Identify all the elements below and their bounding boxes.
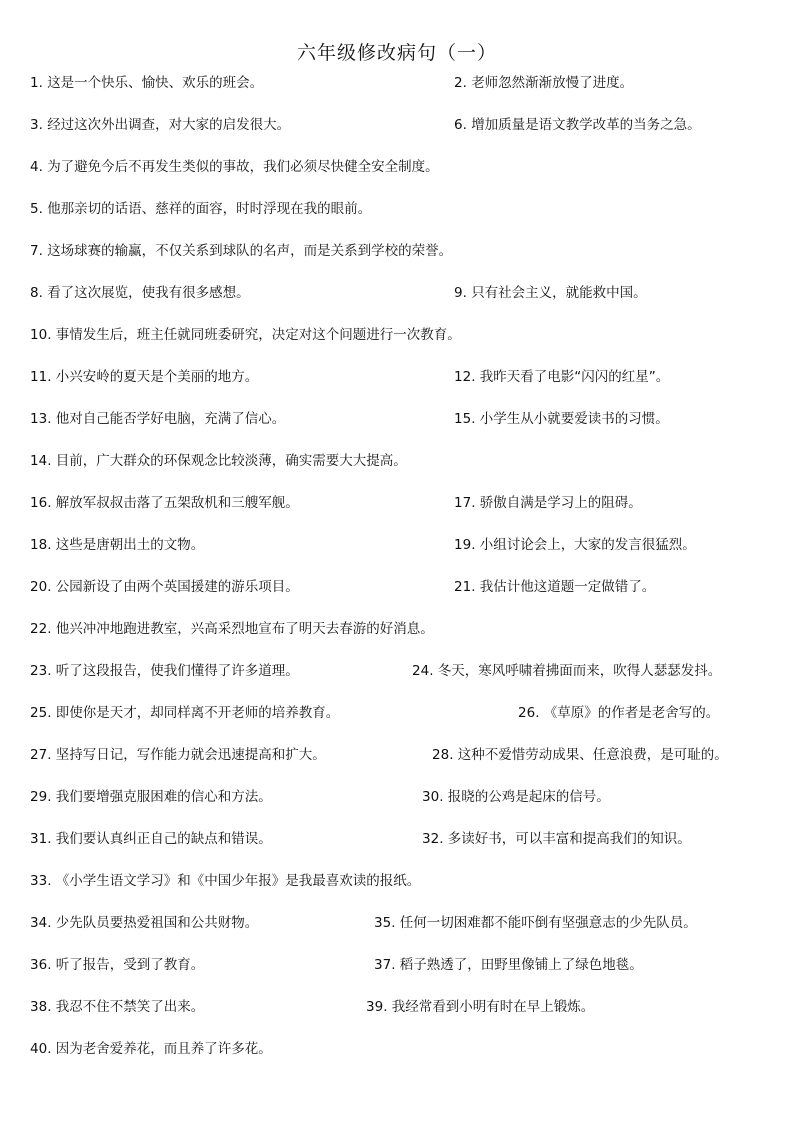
sentence-item xyxy=(30,746,326,764)
sentence-text: 这场球赛的输赢，不仅关系到球队的名声，而是关系到学校的荣誉。 xyxy=(47,243,453,259)
number-separator: . xyxy=(47,789,56,805)
sentence-number: 40 xyxy=(30,1041,48,1057)
number-separator: . xyxy=(47,873,56,889)
sentence-number: 1 xyxy=(30,75,39,91)
sentence-item xyxy=(30,284,250,302)
sentence-text: 增加质量是语文教学改革的当务之急。 xyxy=(471,117,701,133)
sentence-number: 34 xyxy=(30,915,48,931)
sentence-item xyxy=(454,536,696,554)
sentence-text: 任何一切困难都不能吓倒有坚强意志的少先队员。 xyxy=(399,915,697,931)
sentence-item xyxy=(30,452,407,470)
sentence-text: 为了避免今后不再发生类似的事故，我们必须尽快健全安全制度。 xyxy=(47,159,439,175)
sentence-item xyxy=(30,368,258,386)
sentence-item xyxy=(454,368,669,386)
number-separator: . xyxy=(47,915,56,931)
sentence-item xyxy=(374,914,697,932)
sentence-text: 因为老舍爱养花，而且养了许多花。 xyxy=(55,1041,272,1057)
number-separator: . xyxy=(47,327,56,343)
sentence-item xyxy=(366,998,594,1016)
sentence-text: 我估计他这道题一定做错了。 xyxy=(479,579,656,595)
sentence-number: 30 xyxy=(422,789,440,805)
sentence-number: 20 xyxy=(30,579,48,595)
sentence-item xyxy=(454,74,633,92)
number-separator: . xyxy=(38,117,48,133)
sentence-item xyxy=(454,578,655,596)
sentence-number: 14 xyxy=(30,453,48,469)
number-separator: . xyxy=(471,579,480,595)
sentence-text: 听了报告，受到了教育。 xyxy=(55,957,205,973)
sentence-text: 老师忽然渐渐放慢了进度。 xyxy=(471,75,634,91)
number-separator: . xyxy=(47,831,56,847)
sentence-item xyxy=(30,410,285,428)
sentence-number: 26 xyxy=(518,705,536,721)
sentence-text: 看了这次展览，使我有很多感想。 xyxy=(47,285,250,301)
sentence-number: 4 xyxy=(30,159,39,175)
sentence-text: 我们要增强克服困难的信心和方法。 xyxy=(55,789,272,805)
sentence-text: 他那亲切的话语、慈祥的面容，时时浮现在我的眼前。 xyxy=(47,201,372,217)
sentence-item xyxy=(30,620,434,638)
sentence-number: 12 xyxy=(454,369,472,385)
sentence-item xyxy=(30,662,299,680)
sentence-item xyxy=(412,662,721,680)
number-separator: . xyxy=(47,411,56,427)
sentence-number: 27 xyxy=(30,747,48,763)
sentence-text: 目前，广大群众的环保观念比较淡薄，确实需要大大提高。 xyxy=(55,453,407,469)
sentence-number: 36 xyxy=(30,957,48,973)
sentence-text: 他对自己能否学好电脑，充满了信心。 xyxy=(55,411,286,427)
sentence-number: 28 xyxy=(432,747,450,763)
sentence-item xyxy=(30,872,420,890)
sentence-item xyxy=(30,200,371,218)
sentence-item xyxy=(30,830,272,848)
sentence-number: 7 xyxy=(30,243,39,259)
sentence-text: 公园新设了由两个英国援建的游乐项目。 xyxy=(55,579,299,595)
sentence-text: 听了这段报告，使我们懂得了许多道理。 xyxy=(55,663,299,679)
sentence-item xyxy=(454,410,669,428)
number-separator: . xyxy=(462,285,472,301)
number-separator: . xyxy=(47,1041,56,1057)
number-separator: . xyxy=(383,999,392,1015)
number-separator: . xyxy=(47,705,56,721)
sentence-text: 《草原》的作者是老舍写的。 xyxy=(543,705,720,721)
number-separator: . xyxy=(47,579,56,595)
sentence-number: 10 xyxy=(30,327,48,343)
sentence-text: 他兴冲冲地跑进教室，兴高采烈地宣布了明天去春游的好消息。 xyxy=(55,621,434,637)
sentence-text: 报晓的公鸡是起床的信号。 xyxy=(447,789,610,805)
sentence-text: 我忍不住不禁笑了出来。 xyxy=(55,999,205,1015)
sentence-item xyxy=(30,158,439,176)
sentence-number: 13 xyxy=(30,411,48,427)
sentence-text: 小兴安岭的夏天是个美丽的地方。 xyxy=(55,369,259,385)
sentence-text: 即使你是天才，却同样离不开老师的培养教育。 xyxy=(55,705,340,721)
sentence-number: 29 xyxy=(30,789,48,805)
sentence-text: 小学生从小就要爱读书的习惯。 xyxy=(479,411,669,427)
sentence-text: 解放军叔叔击落了五架敌机和三艘军舰。 xyxy=(55,495,299,511)
number-separator: . xyxy=(38,159,48,175)
sentence-text: 稻子熟透了，田野里像铺上了绿色地毯。 xyxy=(399,957,643,973)
sentence-text: 坚持写日记，写作能力就会迅速提高和扩大。 xyxy=(55,747,326,763)
sentence-number: 33 xyxy=(30,873,48,889)
number-separator: . xyxy=(462,75,472,91)
sentence-item xyxy=(30,578,299,596)
sentence-text: 我昨天看了电影“闪闪的红星”。 xyxy=(479,369,670,385)
sentence-item xyxy=(30,116,290,134)
sentence-item xyxy=(30,788,272,806)
sentence-number: 18 xyxy=(30,537,48,553)
sentence-text: 《小学生语文学习》和《中国少年报》是我最喜欢读的报纸。 xyxy=(55,873,421,889)
sentence-item xyxy=(454,284,647,302)
sentence-number: 32 xyxy=(422,831,440,847)
number-separator: . xyxy=(429,663,438,679)
sentence-number: 38 xyxy=(30,999,48,1015)
sentence-number: 8 xyxy=(30,285,39,301)
sentence-text: 多读好书，可以丰富和提高我们的知识。 xyxy=(447,831,691,847)
sentence-item xyxy=(30,74,263,92)
sentence-text: 骄傲自满是学习上的阻碍。 xyxy=(479,495,642,511)
number-separator: . xyxy=(47,957,56,973)
sentence-number: 17 xyxy=(454,495,472,511)
sentence-item xyxy=(30,326,461,344)
sentence-item xyxy=(30,998,204,1016)
sentence-text: 我们要认真纠正自己的缺点和错误。 xyxy=(55,831,272,847)
number-separator: . xyxy=(439,789,448,805)
number-separator: . xyxy=(47,621,56,637)
number-separator: . xyxy=(38,285,48,301)
sentence-number: 31 xyxy=(30,831,48,847)
number-separator: . xyxy=(471,369,480,385)
sentence-number: 6 xyxy=(454,117,463,133)
sentence-number: 24 xyxy=(412,663,430,679)
sentence-item xyxy=(30,914,258,932)
sentence-number: 23 xyxy=(30,663,48,679)
page-title: 六年级修改病句（一） xyxy=(296,42,497,64)
number-separator: . xyxy=(462,117,472,133)
number-separator: . xyxy=(47,747,56,763)
number-separator: . xyxy=(47,495,56,511)
sentence-item xyxy=(30,494,299,512)
number-separator: . xyxy=(471,411,480,427)
sentence-item xyxy=(374,956,643,974)
sentence-number: 9 xyxy=(454,285,463,301)
number-separator: . xyxy=(47,999,56,1015)
sentence-number: 15 xyxy=(454,411,472,427)
sentence-item xyxy=(432,746,728,764)
number-separator: . xyxy=(47,663,56,679)
number-separator: . xyxy=(47,537,56,553)
sentence-text: 这种不爱惜劳动成果、任意浪费，是可耻的。 xyxy=(457,747,728,763)
sentence-text: 这是一个快乐、愉快、欢乐的班会。 xyxy=(47,75,264,91)
sentence-number: 11 xyxy=(30,369,48,385)
sentence-number: 16 xyxy=(30,495,48,511)
sentence-number: 37 xyxy=(374,957,392,973)
sentence-text: 事情发生后，班主任就同班委研究，决定对这个问题进行一次教育。 xyxy=(55,327,461,343)
sentence-number: 3 xyxy=(30,117,39,133)
sentence-number: 21 xyxy=(454,579,472,595)
number-separator: . xyxy=(38,243,48,259)
sentence-text: 经过这次外出调查，对大家的启发很大。 xyxy=(47,117,291,133)
sentence-item xyxy=(30,242,452,260)
number-separator: . xyxy=(391,915,400,931)
sentence-item xyxy=(30,1040,272,1058)
sentence-item xyxy=(30,704,339,722)
sentence-text: 少先队员要热爱祖国和公共财物。 xyxy=(55,915,259,931)
sentence-item xyxy=(454,116,701,134)
sentence-item xyxy=(30,956,204,974)
number-separator: . xyxy=(535,705,544,721)
number-separator: . xyxy=(439,831,448,847)
sentence-item xyxy=(454,494,642,512)
sentence-text: 我经常看到小明有时在早上锻炼。 xyxy=(391,999,595,1015)
number-separator: . xyxy=(38,75,48,91)
sentence-number: 19 xyxy=(454,537,472,553)
number-separator: . xyxy=(47,369,56,385)
number-separator: . xyxy=(471,495,480,511)
sentence-text: 冬天，寒风呼啸着拂面而来，吹得人瑟瑟发抖。 xyxy=(437,663,722,679)
sentence-number: 35 xyxy=(374,915,392,931)
sentence-number: 5 xyxy=(30,201,39,217)
sentence-number: 39 xyxy=(366,999,384,1015)
sentence-number: 25 xyxy=(30,705,48,721)
number-separator: . xyxy=(47,453,56,469)
sentence-item xyxy=(422,830,691,848)
number-separator: . xyxy=(391,957,400,973)
number-separator: . xyxy=(471,537,480,553)
sentence-number: 22 xyxy=(30,621,48,637)
sentence-item xyxy=(30,536,204,554)
sentence-item xyxy=(518,704,719,722)
sentence-text: 只有社会主义，就能救中国。 xyxy=(471,285,647,301)
sentence-text: 小组讨论会上，大家的发言很猛烈。 xyxy=(479,537,696,553)
sentence-text: 这些是唐朝出土的文物。 xyxy=(55,537,205,553)
sentence-number: 2 xyxy=(454,75,463,91)
number-separator: . xyxy=(38,201,48,217)
number-separator: . xyxy=(449,747,458,763)
sentence-item xyxy=(422,788,610,806)
